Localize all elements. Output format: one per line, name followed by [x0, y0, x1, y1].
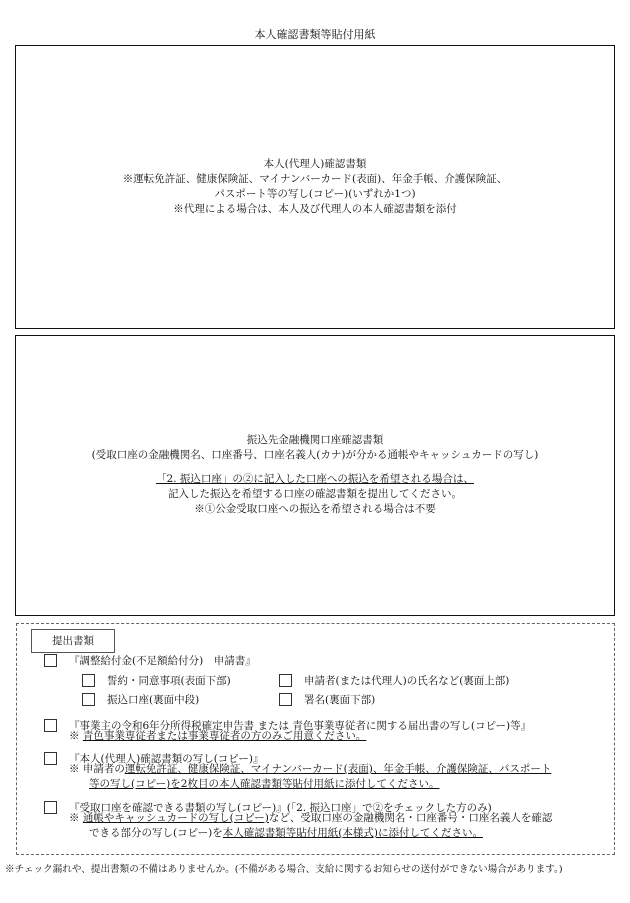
checkbox-id-copy[interactable] [44, 752, 57, 765]
box1-line: ※運転免許証、健康保険証、マイナンバーカード(表面)、年金手帳、介護保険証、 [122, 173, 508, 185]
box1-heading: 本人(代理人)確認書類 [263, 158, 367, 170]
item-note: 本人確認書類等貼付用紙(本様式)に添付してください。 [222, 827, 483, 839]
sub-item: 署名(裏面下部) [304, 694, 376, 706]
box1-line: ※代理による場合は、本人及び代理人の本人確認書類を添付 [173, 203, 457, 215]
bank-account-document-paste-area [15, 335, 615, 616]
sub-item: 申請者(または代理人)の氏名など(裏面上部) [304, 675, 510, 687]
checkbox-applicant-name[interactable] [279, 674, 292, 687]
identity-document-paste-area [15, 45, 615, 329]
note-mark: ※ [69, 812, 80, 824]
item-note: 等の写し(コピー)を2枚目の本人確認書類等貼付用紙に添付してください。 [89, 778, 440, 790]
checkbox-account-copy[interactable] [44, 801, 57, 814]
sub-item: 振込口座(裏面中段) [107, 694, 200, 706]
item-note: 申請者の [82, 763, 125, 775]
item-note: できる部分の写し(コピー)を [89, 827, 223, 839]
note-mark: ※ [69, 730, 80, 742]
footnote: ※チェック漏れや、提出書類の不備はありませんか。(不備がある場合、支給に関するお知らせの送付ができない場合があります。) [5, 864, 563, 875]
item-note: 通帳やキャッシュカードの写し(コピー) [82, 812, 269, 824]
checklist-label: 提出書類 [31, 629, 115, 653]
checkbox-signature[interactable] [279, 693, 292, 706]
item-note: 青色事業専従者または事業専従者の方のみご用意ください。 [82, 730, 367, 742]
box2-heading: 振込先金融機関口座確認書類 [246, 434, 384, 446]
item-title: 『受取口座を確認できる書類の写し(コピー)』(「2. 振込口座」で②をチェックした方のみ) [69, 802, 492, 814]
item-note: など、受取口座の金融機関名・口座番号・口座名義人を確認 [268, 812, 553, 824]
checkbox-bank-account[interactable] [82, 693, 95, 706]
item-title: 『調整給付金(不足額給付分) 申請書』 [69, 655, 256, 667]
checkbox-tax-return[interactable] [44, 719, 57, 732]
checkbox-application-form[interactable] [44, 654, 57, 667]
box2-note: 「2. 振込口座」の②に記入した口座への振込を希望される場合は、 [156, 473, 474, 485]
sub-item: 誓約・同意事項(表面下部) [107, 675, 231, 687]
submission-checklist [16, 623, 615, 855]
item-note: 運転免許証、健康保険証、マイナンバーカード(表面)、年金手帳、介護保険証、パスポート [124, 763, 552, 775]
page-title: 本人確認書類等貼付用紙 [254, 28, 376, 41]
note-mark: ※ [69, 763, 80, 775]
box2-line: (受取口座の金融機関名、口座番号、口座名義人(カナ)が分かる通帳やキャッシュカードの写し) [91, 449, 539, 461]
box1-line: パスポート等の写し(コピー)(いずれか1つ) [214, 188, 416, 200]
item-title: 『事業主の令和6年分所得税確定申告書 または 青色事業専従者に関する届出書の写し(コピー)等』 [69, 720, 532, 732]
checkbox-consent[interactable] [82, 674, 95, 687]
box2-note: ※①公金受取口座への振込を希望される場合は不要 [194, 503, 436, 515]
box2-note: 記入した振込を希望する口座の確認書類を提出してください。 [168, 488, 462, 500]
item-title: 『本人(代理人)確認書類の写し(コピー)』 [69, 753, 264, 765]
